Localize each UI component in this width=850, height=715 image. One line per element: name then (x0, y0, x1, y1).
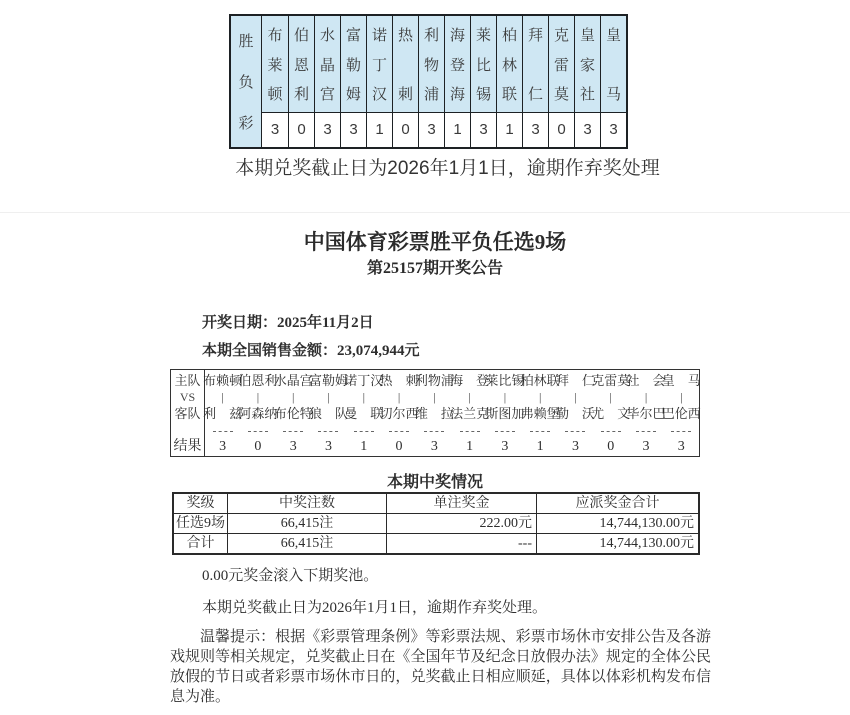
outcome-table-corner-label: 胜 负 彩 (231, 16, 262, 147)
team-result: 0 (549, 113, 574, 146)
team-name: 皇 家 社 (575, 16, 600, 113)
team-result: 3 (471, 113, 496, 146)
header-prize-level: 奖级 (186, 496, 215, 511)
dash-line (565, 431, 585, 432)
vs-mark: | (327, 390, 330, 404)
deadline-note: 本期兑奖截止日为2026年1月1日，逾期作弃奖处理。 (202, 600, 548, 616)
match-column (203, 370, 243, 456)
match-column (379, 370, 419, 456)
team-name: 布 莱 顿 (262, 16, 288, 113)
dash-separator (495, 425, 515, 438)
match-result: 3 (289, 439, 297, 454)
dash-separator (671, 425, 691, 438)
match-home-team: 拜 仁 (555, 373, 595, 388)
match-result: 0 (254, 439, 262, 454)
cell-winner-count: 66,415注 (227, 514, 386, 533)
match-home-team: 社 会 (626, 373, 666, 388)
match-away-team: 法兰克 (450, 406, 490, 421)
dash-line (248, 431, 268, 432)
match-away-team: 布伦特 (273, 406, 313, 421)
match-column (450, 370, 490, 456)
match-result: 3 (501, 439, 509, 454)
vs-mark: | (644, 390, 648, 404)
match-result: 1 (466, 439, 474, 454)
outcome-table-team-column (288, 16, 314, 147)
cell-winner-count: 66,415注 (227, 534, 386, 553)
match-home-team: 克雷莫 (591, 373, 631, 388)
outcome-table-team-column (522, 16, 548, 147)
vs-mark: | (503, 390, 507, 404)
match-away-team: 勒 沃 (555, 406, 595, 421)
header-single-prize: 单注奖金 (386, 494, 536, 513)
cell-single-prize: --- (386, 534, 536, 553)
match-result: 0 (607, 439, 615, 454)
match-away-team: 维 拉 (414, 406, 454, 421)
team-result: 3 (575, 113, 600, 146)
outcome-table-team-column (574, 16, 600, 147)
team-result: 1 (497, 113, 522, 146)
prize-table (172, 492, 700, 555)
dash-separator (283, 425, 303, 438)
team-result: 3 (523, 113, 548, 146)
dash-separator (389, 425, 409, 438)
dash-line (318, 431, 338, 432)
dash-separator (530, 425, 550, 438)
dash-separator (213, 425, 233, 438)
match-column (555, 370, 595, 456)
match-result: 3 (324, 439, 332, 454)
cell-prize-level: 合计 (186, 536, 215, 551)
match-column (591, 370, 631, 456)
match-home-team: 利物浦 (414, 373, 454, 388)
dash-line (460, 431, 480, 432)
vs-mark: | (574, 390, 577, 404)
match-home-team: 莱比锡 (485, 373, 525, 388)
home-label: 主队 (174, 373, 201, 388)
match-home-team: 诺丁汉 (344, 373, 384, 388)
winning-section-heading: 本期中奖情况 (386, 474, 483, 491)
match-home-team: 布赖顿 (203, 373, 243, 388)
match-away-team: 尤 文 (591, 406, 631, 421)
dash-line (636, 431, 656, 432)
match-home-team: 皇 马 (661, 373, 701, 388)
dash-line (671, 431, 691, 432)
match-away-team: 曼 联 (344, 406, 384, 421)
team-result: 3 (262, 113, 288, 146)
team-result: 3 (601, 113, 626, 146)
team-name: 热 刺 (393, 16, 418, 113)
vs-mark: | (433, 390, 436, 404)
match-column (414, 370, 454, 456)
outcome-table-team-column (600, 16, 626, 147)
match-column (520, 370, 560, 456)
dash-separator (460, 425, 480, 438)
vs-mark: | (256, 390, 260, 404)
vs-mark: | (221, 390, 224, 404)
team-name: 柏 林 联 (497, 16, 522, 113)
match-away-team: 切尔西 (379, 406, 419, 421)
tips-paragraph: 温馨提示：根据《彩票管理条例》等彩票法规、彩票市场休市安排公告及各游戏规则等相关规定，兑奖截止日在《全国年节及纪念日放假办法》规定的全体公民放假的节日或者彩票市场休市日的，兑奖截止日相应顺延，具体以体彩机构发布信息为准。 (170, 629, 711, 705)
match-result: 3 (571, 439, 579, 454)
match-result: 3 (219, 439, 227, 454)
outcome-table-team-column (262, 16, 288, 147)
prize-table-row (174, 513, 698, 533)
top-deadline-note: 本期兑奖截止日为2026年1月1日，逾期作弃奖处理 (235, 158, 660, 179)
match-result: 3 (430, 439, 438, 454)
dash-separator (565, 425, 585, 438)
team-name: 水 晶 宫 (315, 16, 340, 113)
team-result: 0 (393, 113, 418, 146)
dash-line (601, 431, 621, 432)
team-name: 富 勒 姆 (341, 16, 366, 113)
match-result: 0 (395, 439, 403, 454)
outcome-table-team-column (340, 16, 366, 147)
team-name: 诺 丁 汉 (367, 16, 392, 113)
dash-separator (424, 425, 444, 438)
dash-line (389, 431, 409, 432)
team-result: 3 (341, 113, 366, 146)
outcome-table-team-column (444, 16, 470, 147)
header-winner-count: 中奖注数 (227, 494, 386, 513)
outcome-table-team-column (366, 16, 392, 147)
issue-subtitle: 第25157期开奖公告 (366, 260, 503, 277)
dash-line (213, 431, 233, 432)
dash-separator (636, 425, 656, 438)
match-table-header-column (171, 370, 205, 456)
vs-label: VS (179, 390, 196, 404)
match-column (485, 370, 525, 456)
dash-line (424, 431, 444, 432)
vs-mark: | (538, 390, 542, 404)
team-result: 1 (445, 113, 470, 146)
match-column (308, 370, 348, 456)
match-column (273, 370, 313, 456)
cell-total-prize: 14,744,130.00元 (536, 534, 698, 553)
dash-line (495, 431, 515, 432)
dash-separator (354, 425, 374, 438)
team-name: 海 登 海 (445, 16, 470, 113)
match-away-team: 利 兹 (203, 406, 243, 421)
away-label: 客队 (174, 406, 201, 421)
match-away-team: 巴伦西 (661, 406, 701, 421)
vs-mark: | (397, 390, 401, 404)
match-home-team: 伯恩利 (238, 373, 278, 388)
sales-amount-line: 本期全国销售金额：23,074,944元 (202, 343, 420, 359)
team-name: 克 雷 莫 (549, 16, 574, 113)
match-column (626, 370, 666, 456)
team-name: 利 物 浦 (419, 16, 444, 113)
vs-mark: | (362, 390, 365, 404)
result-label: 结果 (173, 439, 202, 454)
outcome-table-team-column (392, 16, 418, 147)
team-result: 1 (367, 113, 392, 146)
vs-mark: | (680, 390, 683, 404)
match-away-team: 阿森纳 (238, 406, 278, 421)
match-away-team: 斯图加 (485, 406, 525, 421)
outcome-table-team-column (470, 16, 496, 147)
dash-line (283, 431, 303, 432)
outcome-table (229, 14, 628, 149)
team-result: 3 (419, 113, 444, 146)
vs-mark: | (609, 390, 612, 404)
match-home-team: 热 刺 (379, 373, 419, 388)
dash-line (354, 431, 374, 432)
vs-mark: | (468, 390, 471, 404)
match-home-team: 富勒姆 (308, 373, 348, 388)
match-away-team: 弗赖堡 (520, 406, 560, 421)
header-total-prize: 应派奖金合计 (536, 494, 698, 513)
match-column (661, 370, 701, 456)
rollover-note: 0.00元奖金滚入下期奖池。 (202, 568, 379, 584)
dash-separator (318, 425, 338, 438)
match-result: 3 (677, 439, 685, 454)
match-results-table (170, 369, 700, 457)
team-result: 3 (315, 113, 340, 146)
match-result: 3 (642, 439, 650, 454)
team-name: 莱 比 锡 (471, 16, 496, 113)
match-home-team: 水晶宫 (273, 373, 313, 388)
cell-single-prize: 222.00元 (386, 514, 536, 533)
match-away-team: 狼 队 (308, 406, 348, 421)
section-divider (0, 212, 850, 213)
outcome-table-team-column (548, 16, 574, 147)
team-name: 皇 马 (601, 16, 626, 113)
outcome-table-team-column (314, 16, 340, 147)
cell-total-prize: 14,744,130.00元 (536, 514, 698, 533)
dash-separator (601, 425, 621, 438)
team-name: 伯 恩 利 (289, 16, 314, 113)
match-column (238, 370, 278, 456)
match-result: 1 (536, 439, 544, 454)
page-title: 中国体育彩票胜平负任选9场 (303, 230, 567, 254)
match-result: 1 (360, 439, 368, 454)
team-result: 0 (289, 113, 314, 146)
match-home-team: 柏林联 (520, 373, 560, 388)
cell-prize-level: 任选9场 (176, 516, 225, 531)
dash-line (530, 431, 550, 432)
dash-separator (248, 425, 268, 438)
prize-table-header-row (174, 494, 698, 513)
outcome-table-team-column (418, 16, 444, 147)
prize-table-row (174, 533, 698, 553)
match-away-team: 毕尔巴 (626, 406, 666, 421)
outcome-table-team-column (496, 16, 522, 147)
vs-mark: | (292, 390, 295, 404)
match-column (344, 370, 384, 456)
match-home-team: 海 登 (450, 373, 490, 388)
team-name: 拜 仁 (523, 16, 548, 113)
draw-date-line: 开奖日期：2025年11月2日 (202, 315, 374, 331)
